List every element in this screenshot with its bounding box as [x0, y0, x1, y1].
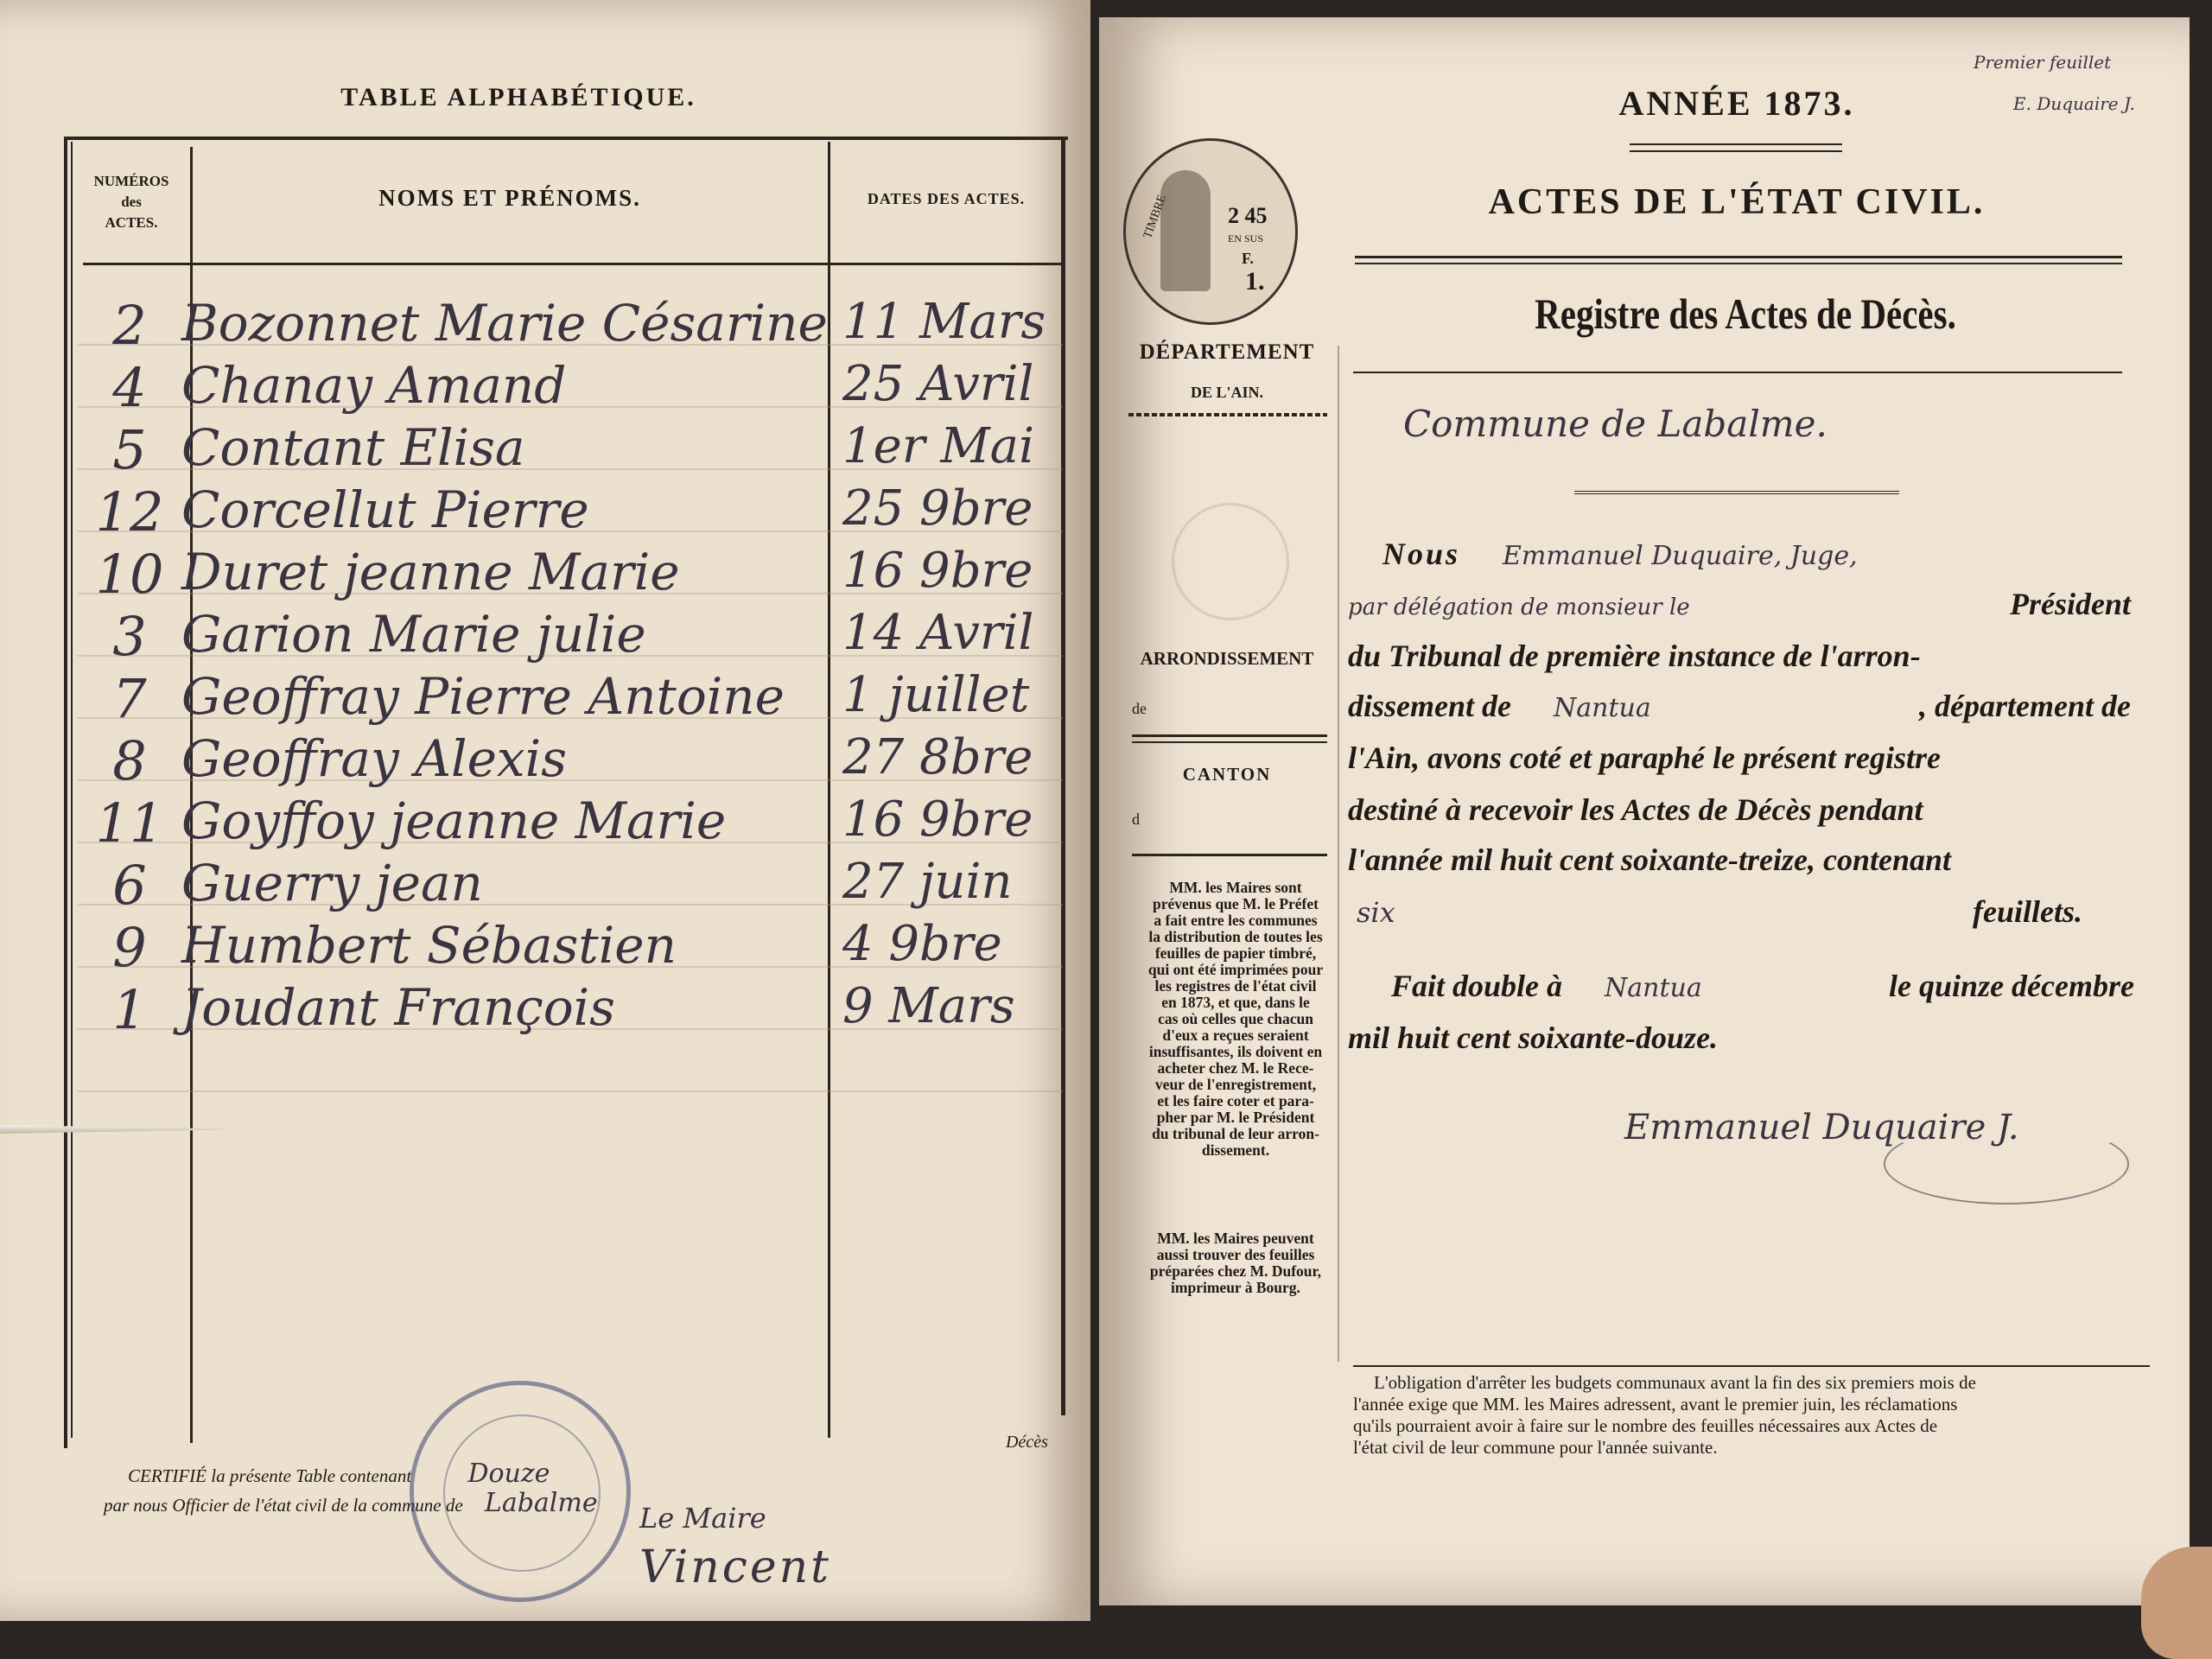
notice2-line: imprimeur à Bourg.	[1171, 1279, 1300, 1296]
certifie-printed: CERTIFIÉ la présente Table contenant	[128, 1465, 412, 1486]
maire-label: Le Maire	[639, 1502, 766, 1535]
footnote-line: qu'ils pourraient avoir à faire sur le nombre des feuilles nécessaires aux Actes de	[1353, 1415, 1938, 1436]
body-line-6: destiné à recevoir les Actes de Décès pendant	[1348, 792, 1923, 827]
row-number: 3	[112, 605, 147, 668]
footnote-line: l'année exige que MM. les Maires adressent, avant le premier juin, les réclamations	[1353, 1394, 1958, 1414]
row-date: 9 Mars	[842, 978, 1015, 1034]
arr-hand: Nantua	[1553, 693, 1651, 723]
body-line-8	[1348, 893, 2152, 930]
notice1-line: dissement.	[1201, 1141, 1270, 1159]
table-title: TABLE ALPHABÉTIQUE.	[340, 83, 696, 111]
feuillets-count: six	[1357, 896, 1395, 929]
body-line-5: l'Ain, avons coté et paraphé le présent registre	[1348, 741, 1941, 775]
embossed-seal	[1172, 503, 1289, 620]
table-left-border-inner	[71, 142, 73, 1438]
notice1-line: prévenus que M. le Préfet	[1153, 895, 1319, 912]
notice1-line: feuilles de papier timbré,	[1154, 944, 1317, 962]
row-date: 27 juin	[842, 854, 1013, 910]
row-name: Joudant François	[181, 978, 615, 1037]
row-name: Bozonnet Marie Césarine	[181, 294, 828, 353]
notice2-line: préparées chez M. Dufour,	[1149, 1262, 1322, 1280]
header-numbers-line1: NUMÉROS	[93, 173, 169, 189]
row-date: 25 Avril	[842, 356, 1034, 412]
commune-line: Commune de Labalme.	[1403, 403, 1827, 445]
notice1-line: insuffisantes, ils doivent en	[1148, 1043, 1323, 1060]
row-number: 9	[112, 916, 147, 979]
row-name: Chanay Amand	[181, 356, 567, 415]
notice1-line: cas où celles que chacun	[1158, 1010, 1313, 1027]
notice1-line: qui ont été imprimées pour	[1147, 961, 1324, 978]
mairie-stamp-inner	[443, 1414, 601, 1572]
corner-note-line2: E. Duquaire J.	[2013, 93, 2135, 114]
juge-name: Emmanuel Duquaire, Juge,	[1503, 541, 1858, 571]
heading-rule-2	[1355, 263, 2122, 264]
header-dates: DATES DES ACTES.	[867, 190, 1026, 207]
row-name: Garion Marie julie	[181, 605, 646, 664]
body-line-4	[1348, 688, 2152, 724]
corner-note-line1: Premier feuillet	[1974, 52, 2112, 73]
row-number: 2	[112, 294, 147, 357]
fait-date: le quinze décembre	[1889, 969, 2134, 1003]
row-date: 1er Mai	[842, 418, 1034, 474]
body-line-9	[1348, 968, 2152, 1004]
body-line-7: l'année mil huit cent soixante-treize, contenant	[1348, 842, 1952, 877]
notice1-line: les registres de l'état civil	[1154, 977, 1317, 995]
footnote	[1353, 1372, 2157, 1459]
header-rule-1	[83, 263, 192, 265]
row-name: Goyffoy jeanne Marie	[181, 791, 727, 850]
table-right-border	[1061, 137, 1065, 1415]
row-date: 1 juillet	[842, 667, 1030, 723]
arrondissement-rule-2	[1132, 741, 1327, 743]
year-title: ANNÉE 1873.	[1618, 84, 1855, 123]
register-rule	[1353, 372, 2122, 373]
heading-rule-1	[1355, 256, 2122, 258]
delegation-text: par délégation de monsieur le	[1348, 594, 1690, 620]
maire-signature: Vincent	[639, 1541, 832, 1593]
footnote-line: L'obligation d'arrêter les budgets communaux avant la fin des six premiers mois de	[1374, 1372, 1976, 1393]
juge-signature: Emmanuel Duquaire J.	[1624, 1108, 2019, 1147]
deces-label: Décès	[1006, 1433, 1048, 1452]
notice1-line: veur de l'enregistrement,	[1154, 1076, 1317, 1093]
body-line-10: mil huit cent soixante-douze.	[1348, 1020, 1719, 1055]
justice-figure-icon	[1160, 170, 1211, 291]
certifie-count: Douze	[467, 1459, 550, 1489]
row-number: 6	[112, 854, 147, 917]
commune-name: Labalme	[484, 1488, 598, 1518]
row-number: 11	[95, 791, 164, 855]
arrondissement-de: de	[1132, 700, 1147, 717]
sidebar-divider	[1338, 346, 1339, 1362]
row-number: 5	[112, 418, 147, 481]
body-line-2	[1348, 586, 2152, 622]
notice1-line: en 1873, et que, dans le	[1161, 994, 1310, 1011]
row-name: Guerry jean	[181, 854, 483, 912]
dept-rule	[1128, 413, 1327, 416]
table-top-border	[64, 137, 1068, 140]
row-name: Contant Elisa	[181, 418, 525, 477]
row-date: 4 9bre	[842, 916, 1002, 972]
timbre-side-label: TIMBRE	[1141, 193, 1170, 241]
commune-ornament	[1574, 491, 1899, 494]
body-line-3: du Tribunal de première instance de l'arron-	[1348, 639, 1921, 673]
ruled-line	[78, 1090, 1063, 1092]
timbre-number: 1.	[1245, 267, 1265, 296]
row-name: Geoffray Alexis	[181, 729, 567, 788]
canton-label: CANTON	[1182, 764, 1272, 785]
row-name: Corcellut Pierre	[181, 480, 589, 539]
notice1-line: d'eux a reçues seraient	[1162, 1027, 1309, 1044]
row-date: 14 Avril	[842, 605, 1034, 661]
row-number: 7	[112, 667, 147, 730]
dept-label: DÉPARTEMENT	[1139, 340, 1315, 364]
arrondissement-label: ARRONDISSEMENT	[1140, 648, 1314, 669]
dept-text: , département de	[1919, 689, 2131, 723]
header-numbers	[74, 171, 188, 233]
row-date: 11 Mars	[842, 294, 1046, 350]
row-number: 8	[112, 729, 147, 792]
row-number: 12	[95, 480, 164, 543]
row-name: Duret jeanne Marie	[181, 543, 680, 601]
canton-d: d	[1132, 810, 1140, 828]
fait-double: Fait double à	[1391, 969, 1563, 1003]
row-number: 1	[112, 978, 147, 1041]
dept-sub-label: DE L'AIN.	[1190, 384, 1263, 401]
row-date: 16 9bre	[842, 543, 1033, 599]
notice1-line: et les faire coter et para-	[1157, 1092, 1314, 1109]
row-number: 10	[95, 543, 164, 606]
signature-flourish	[1884, 1123, 2129, 1205]
footnote-rule	[1353, 1365, 2150, 1367]
row-date: 25 9bre	[842, 480, 1033, 537]
canton-rule	[1132, 854, 1327, 856]
body-line-1	[1348, 536, 2152, 572]
notice1-line: du tribunal de leur arron-	[1152, 1125, 1319, 1142]
header-numbers-line3: ACTES.	[105, 214, 158, 231]
timbre-price: 2 45	[1228, 203, 1268, 228]
notice1-line: pher par M. le Président	[1156, 1109, 1315, 1126]
notice-maires-2	[1128, 1230, 1344, 1296]
notice1-line: la distribution de toutes les	[1148, 928, 1323, 945]
header-rule-2	[192, 263, 1065, 265]
timbre-code: F.	[1242, 250, 1254, 267]
main-heading: ACTES DE L'ÉTAT CIVIL.	[1488, 182, 1986, 222]
footnote-line: l'état civil de leur commune pour l'année suivante.	[1353, 1437, 1718, 1458]
row-name: Geoffray Pierre Antoine	[181, 667, 785, 726]
timbre-stamp	[1123, 138, 1298, 325]
year-ornament	[1630, 143, 1842, 152]
header-names: NOMS ET PRÉNOMS.	[378, 185, 641, 211]
row-name: Humbert Sébastien	[181, 916, 677, 975]
notice2-line: aussi trouver des feuilles	[1156, 1246, 1315, 1263]
row-date: 27 8bre	[842, 729, 1033, 785]
president-label: Président	[2010, 587, 2131, 621]
officier-printed: par nous Officier de l'état civil de la commune de	[104, 1495, 463, 1516]
arr-text: dissement de	[1348, 689, 1511, 723]
register-title: Registre des Actes de Décès.	[1535, 289, 1956, 338]
notice-maires-1	[1128, 880, 1344, 1159]
notice1-line: a fait entre les communes	[1154, 912, 1318, 929]
notice1-line: acheter chez M. le Rece-	[1157, 1059, 1314, 1077]
fait-lieu: Nantua	[1605, 973, 1702, 1003]
timbre-suffix: EN SUS	[1228, 232, 1264, 245]
notice1-line: MM. les Maires sont	[1169, 879, 1302, 896]
nous-label: Nous	[1382, 537, 1461, 571]
header-numbers-line2: des	[121, 194, 142, 210]
mairie-stamp	[410, 1381, 631, 1602]
row-number: 4	[112, 356, 147, 419]
row-date: 16 9bre	[842, 791, 1033, 848]
arrondissement-rule-1	[1132, 734, 1327, 737]
table-left-border	[64, 137, 67, 1448]
feuillets-label: feuillets.	[1973, 894, 2082, 929]
notice2-line: MM. les Maires peuvent	[1157, 1230, 1314, 1247]
